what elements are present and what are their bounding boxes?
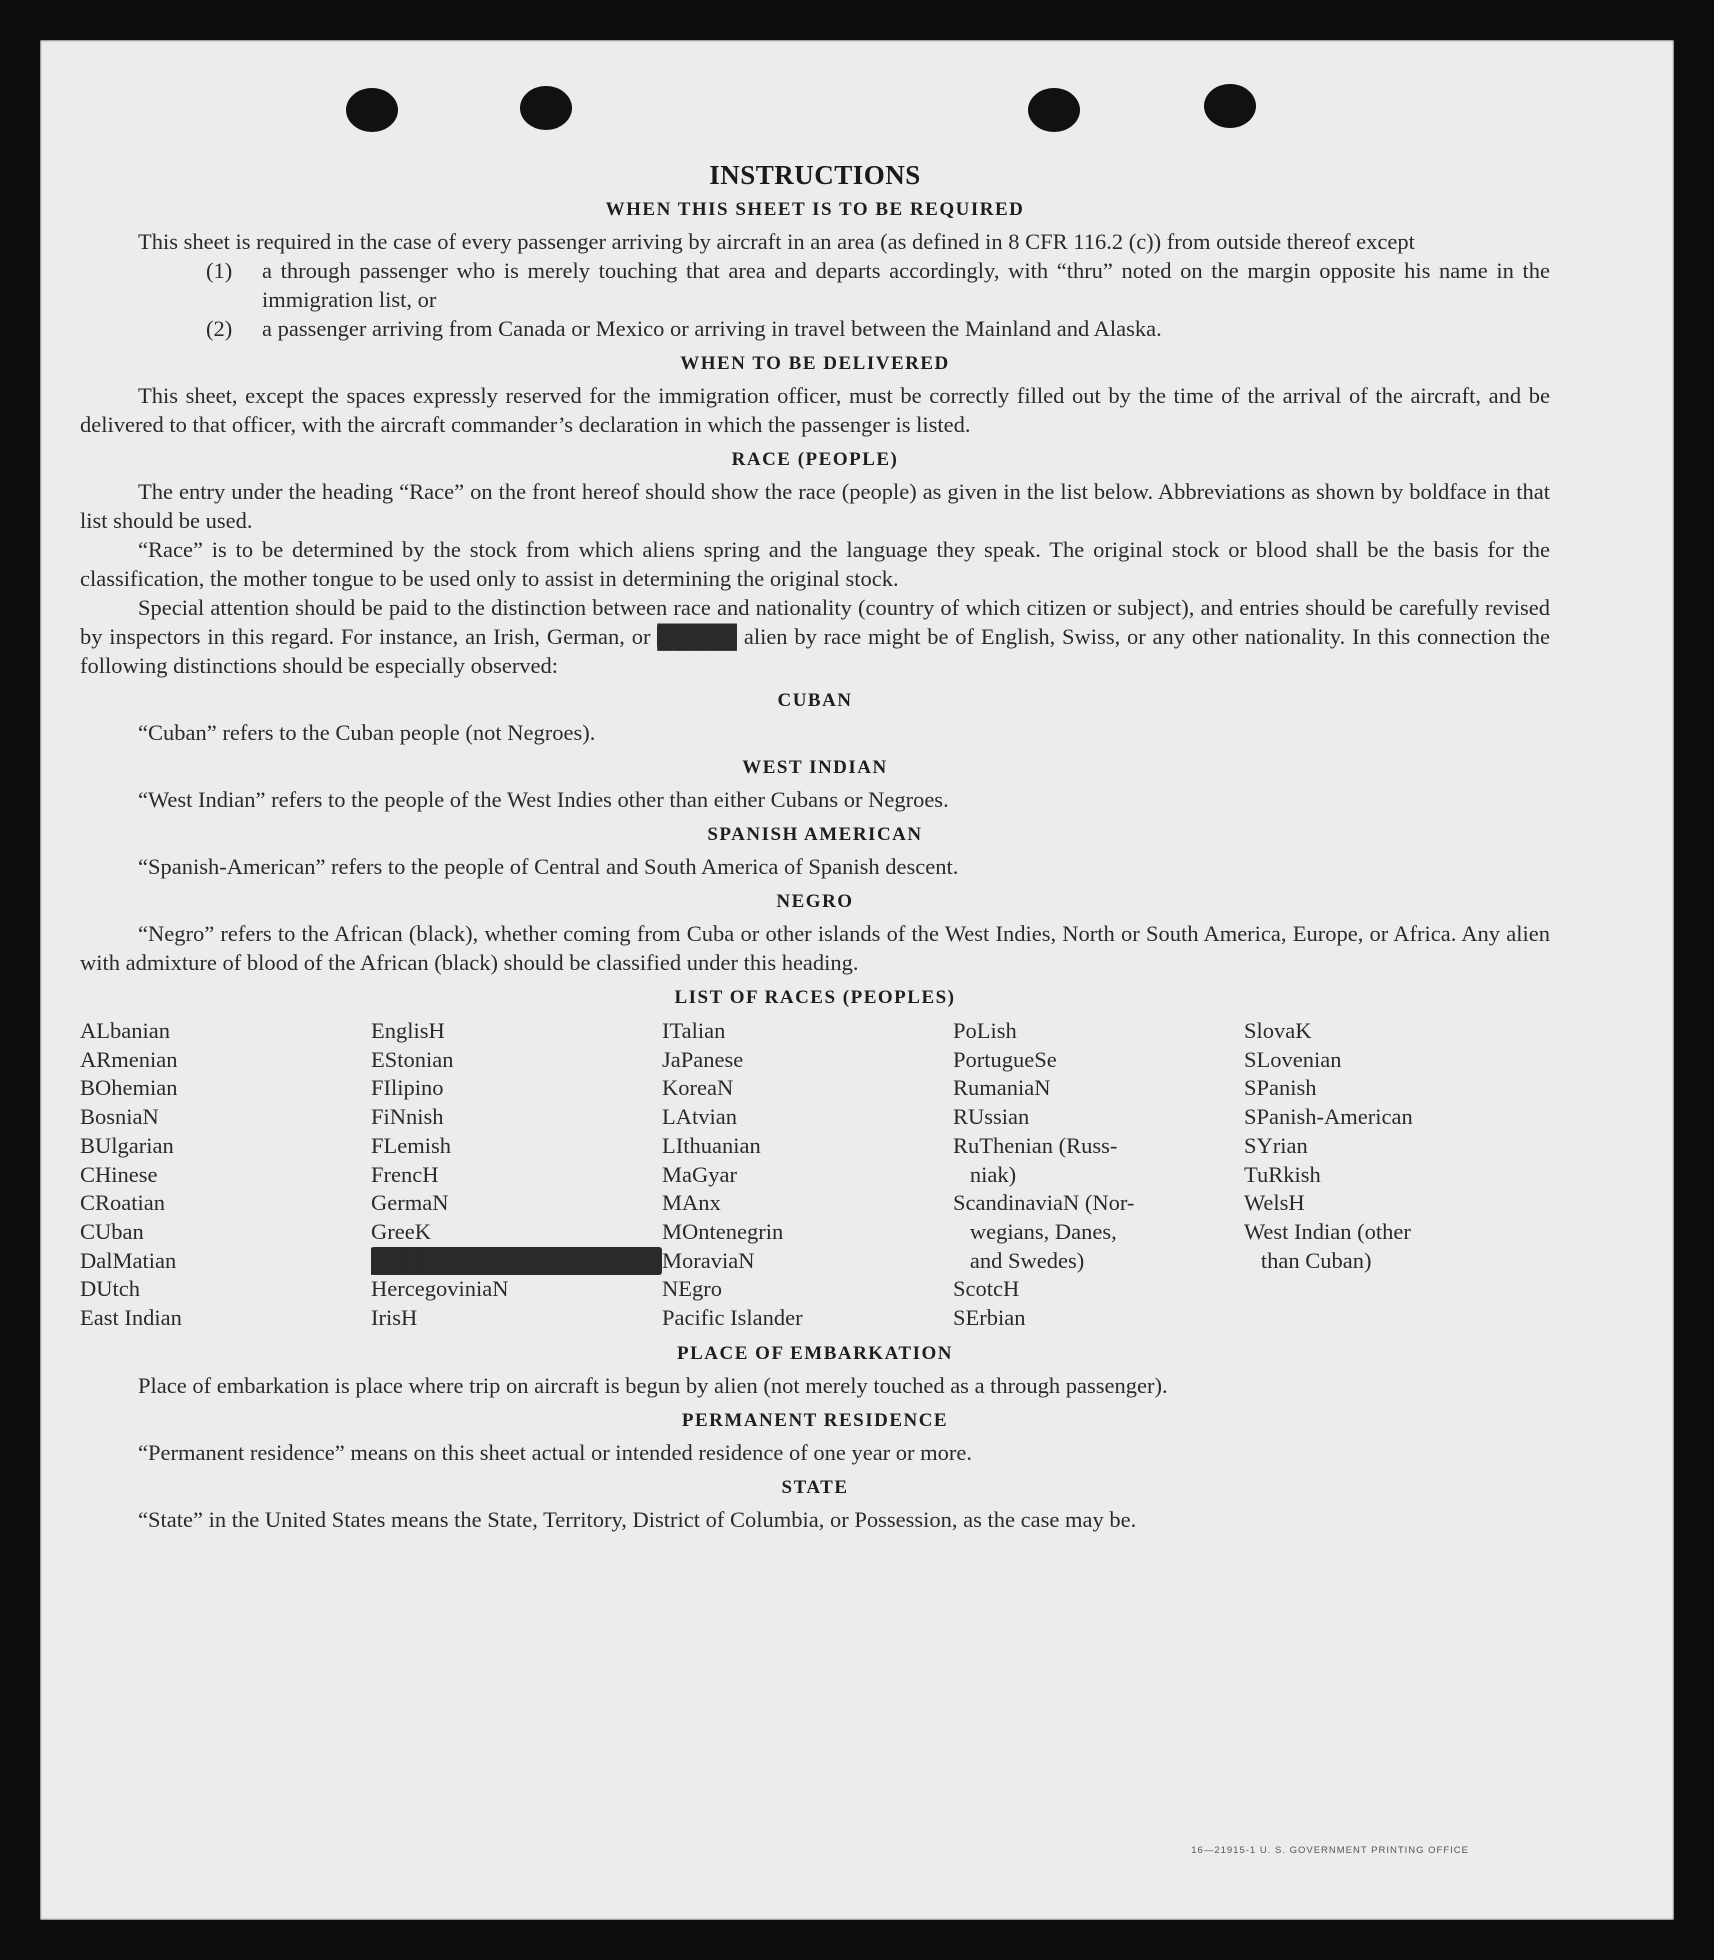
document-sheet [40, 40, 1674, 1920]
races-column [1244, 1017, 1535, 1333]
paragraph-part: Special attention should be paid to the distinction between race and nationality (country of which citizen or subject), and entries should be carefully revised by inspectors in this regard. For instance, an Irish, German, or [80, 595, 1550, 649]
race-entry: BosniaN [80, 1104, 159, 1130]
punch-hole [346, 88, 398, 132]
race-entry: KoreaN [662, 1075, 734, 1101]
section-heading: STATE [781, 1476, 849, 1498]
race-entry: RUssian [953, 1104, 1030, 1130]
race-entry: SLovenian [1244, 1046, 1342, 1072]
race-entry: SPanish-American [1244, 1104, 1413, 1130]
punch-hole [520, 86, 572, 130]
race-entry: MoraviaN [662, 1247, 755, 1273]
item-text: a through passenger who is merely touching that area and departs accordingly, with “thru” noted on the margin opposite his name in the immigration list, or [262, 258, 1550, 312]
paragraph: “West Indian” refers to the people of the West Indies other than either Cubans or Negroes. [138, 787, 949, 812]
race-entry: SlovaK [1244, 1018, 1312, 1043]
race-entry: FrencH [371, 1161, 439, 1187]
race-entry: MAnx [662, 1190, 721, 1216]
section-heading: WEST INDIAN [742, 757, 888, 778]
race-entry: DUtch [80, 1276, 140, 1302]
races-column [80, 1017, 371, 1333]
section-list-of-races [80, 987, 1550, 1333]
paragraph: The entry under the heading “Race” on the front hereof should show the race (people) as given in the list below. Abbreviations as shown by boldface in that list should be used. [80, 479, 1550, 533]
race-entry: ScandinaviaN (Nor- [953, 1190, 1135, 1216]
section-required [80, 199, 1550, 343]
item-number: (1) [206, 258, 233, 283]
section-residence [80, 1410, 1550, 1467]
section-west-indian [80, 757, 1550, 814]
race-entry: JaPanese [662, 1046, 744, 1072]
section-heading: CUBAN [777, 690, 853, 711]
section-heading: WHEN THIS SHEET IS TO BE REQUIRED [605, 199, 1025, 220]
race-entry: ALbanian [80, 1018, 170, 1043]
race-entry: BOhemian [80, 1075, 178, 1101]
race-entry: NEgro [662, 1276, 722, 1302]
races-table [80, 1017, 1550, 1333]
section-race [80, 449, 1550, 680]
section-embarkation [80, 1343, 1550, 1400]
section-heading: SPANISH AMERICAN [707, 824, 923, 845]
paragraph: Place of embarkation is place where trip on aircraft is begun by alien (not merely touched as a through passenger). [138, 1372, 1168, 1398]
race-entry: EStonian [371, 1046, 454, 1072]
section-state [80, 1477, 1550, 1534]
race-entry: RumaniaN [953, 1075, 1051, 1101]
paragraph: This sheet, except the spaces expressly reserved for the immigration officer, must be correctly filled out by the time of the arrival of the aircraft, and be delivered to that officer, with the aircraft commander’s declaration in which the passenger is listed. [80, 383, 1550, 437]
section-cuban [80, 690, 1550, 747]
redaction-mark: █████ [657, 624, 738, 649]
race-entry: wegians, Danes, [953, 1218, 1117, 1244]
race-entry: PoLish [953, 1018, 1017, 1043]
race-entry: RuThenian (Russ- [953, 1132, 1118, 1158]
list-item [206, 314, 1550, 343]
section-heading: RACE (PEOPLE) [731, 449, 899, 470]
paragraph-part: alien by race might be of English, Swiss, or any other nationality. In this connection the following distinctions should be especially observed: [80, 624, 1550, 678]
race-entry: SErbian [953, 1305, 1026, 1331]
paragraph: “Race” is to be determined by the stock from which aliens spring and the language they speak. The original stock or blood shall be the basis for the classification, the mother tongue to be used only to assist in determining the original stock. [80, 537, 1550, 591]
race-entry: ScotcH [953, 1276, 1020, 1302]
race-entry: WelsH [1244, 1190, 1305, 1216]
race-entry: EnglisH [371, 1018, 445, 1043]
race-entry: and Swedes) [953, 1247, 1085, 1273]
race-entry: FLemish [371, 1132, 452, 1158]
race-entry: LIthuanian [662, 1132, 761, 1158]
race-entry: FIlipino [371, 1075, 444, 1101]
printing-office-code: 16—21915-1 U. S. GOVERNMENT PRINTING OFFICE [1191, 1845, 1469, 1856]
section-heading: NEGRO [776, 891, 854, 912]
race-entry: GreeK [371, 1218, 431, 1244]
paragraph: This sheet is required in the case of every passenger arriving by aircraft in an area (as defined in 8 CFR 116.2 (c)) from outside thereof except [138, 229, 1415, 254]
paragraph: “Spanish-American” refers to the people of Central and South America of Spanish descent. [138, 854, 959, 879]
paragraph: “Permanent residence” means on this sheet actual or intended residence of one year or more. [138, 1439, 973, 1465]
section-negro [80, 891, 1550, 977]
paragraph: “Cuban” refers to the Cuban people (not Negroes). [138, 720, 596, 745]
races-column [953, 1017, 1244, 1333]
race-entry: West Indian (other [1244, 1218, 1411, 1244]
punch-hole [1028, 88, 1080, 132]
race-entry: PortugueSe [953, 1046, 1057, 1072]
race-entry: CRoatian [80, 1190, 165, 1216]
section-spanish-american [80, 824, 1550, 881]
races-column [662, 1017, 953, 1333]
paragraph: “State” in the United States means the State, Territory, District of Columbia, or Possession, as the case may be. [138, 1506, 1137, 1532]
race-entry: GermaN [371, 1190, 449, 1216]
race-entry: IrisH [371, 1305, 418, 1331]
races-column [371, 1017, 662, 1333]
race-entry: LAtvian [662, 1104, 737, 1130]
race-entry: niak) [953, 1161, 1017, 1187]
race-entry: SYrian [1244, 1132, 1308, 1158]
section-heading: PERMANENT RESIDENCE [681, 1409, 949, 1431]
race-entry: DalMatian [80, 1247, 177, 1273]
race-entry: CHinese [80, 1161, 158, 1187]
list-item [206, 256, 1550, 314]
race-entry: HercegoviniaN [371, 1276, 509, 1302]
item-number: (2) [206, 316, 233, 341]
item-text: a passenger arriving from Canada or Mexico or arriving in travel between the Mainland and Alaska. [262, 316, 1162, 341]
punch-hole [1204, 84, 1256, 128]
race-entry: than Cuban) [1244, 1247, 1372, 1273]
race-entry: CUban [80, 1218, 144, 1244]
section-heading: PLACE OF EMBARKATION [677, 1342, 953, 1364]
paragraph: “Negro” refers to the African (black), whether coming from Cuba or other islands of the West Indies, North or South America, Europe, or Africa. Any alien with admixture of blood of the African (black) should be classified under this heading. [80, 921, 1550, 975]
section-heading: WHEN TO BE DELIVERED [680, 353, 950, 374]
race-entry: TuRkish [1244, 1161, 1321, 1187]
document-body [80, 160, 1550, 1544]
race-entry: FiNnish [371, 1104, 444, 1130]
race-entry: East Indian [80, 1305, 182, 1331]
race-entry: Pacific Islander [662, 1305, 803, 1331]
section-delivered [80, 353, 1550, 439]
race-entry: ITalian [662, 1018, 726, 1043]
race-entry: BUlgarian [80, 1132, 174, 1158]
race-entry: MOntenegrin [662, 1218, 784, 1244]
race-entry: MaGyar [662, 1161, 737, 1187]
race-entry: SPanish [1244, 1075, 1317, 1101]
paragraph [80, 593, 1550, 680]
race-entry: ██████ [371, 1247, 662, 1276]
page-title: INSTRUCTIONS [709, 160, 921, 190]
race-entry: ARmenian [80, 1046, 178, 1072]
section-heading: LIST OF RACES (PEOPLES) [674, 987, 956, 1008]
